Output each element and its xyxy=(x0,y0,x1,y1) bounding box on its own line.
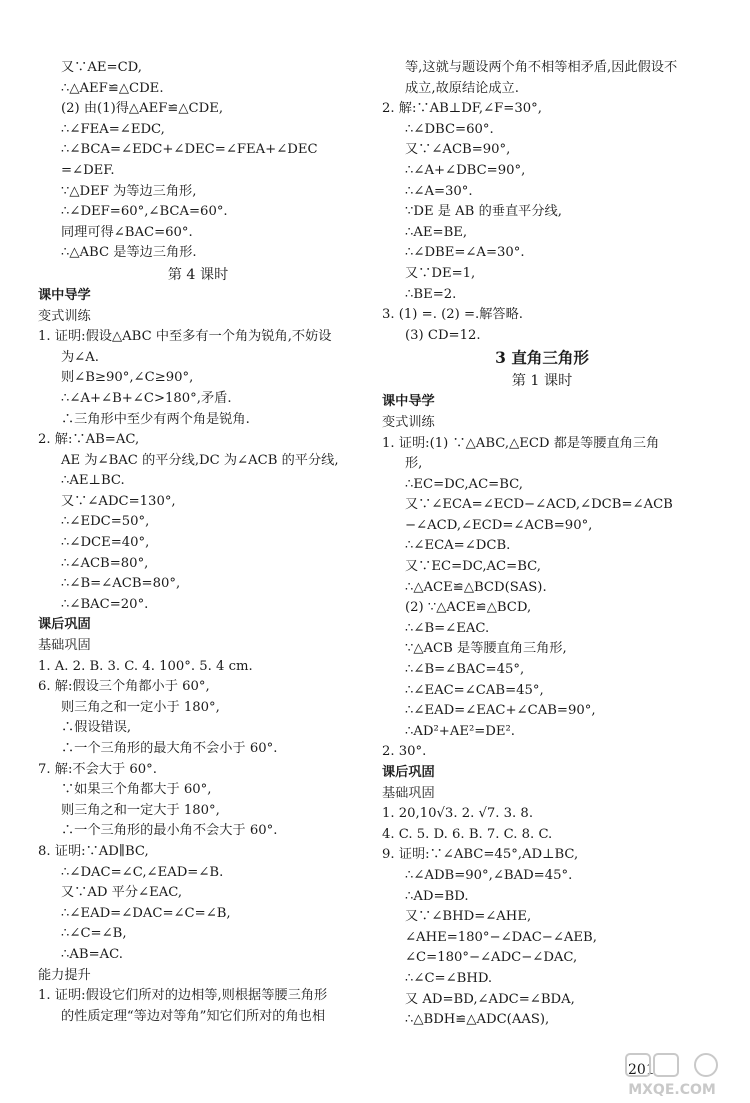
right-text-line: ∵△ACB 是等腰直角三角形, xyxy=(405,641,567,657)
left-text-line: ∴一个三角形的最大角不会小于 60°. xyxy=(61,741,278,756)
right-text-line: 第 1 课时 xyxy=(511,373,573,390)
left-text-line: 课后巩固 xyxy=(38,617,91,633)
right-text-line: ∴∠EAD=∠EAC+∠CAB=90°, xyxy=(405,703,596,719)
left-text-line: 2. 解:∵AB=AC, xyxy=(38,432,140,448)
left-text-line: 1. 证明:假设它们所对的边相等,则根据等腰三角形 xyxy=(38,988,328,1004)
right-text-line: ∴∠B=∠BAC=45°, xyxy=(405,662,525,678)
right-text-line: ∴BE=2. xyxy=(405,286,457,302)
right-text-line: ∴∠EAC=∠CAB=45°, xyxy=(405,682,544,698)
left-text-line: 同理可得∠BAC=60°. xyxy=(61,224,193,240)
right-text-line: 课后巩固 xyxy=(382,765,435,780)
left-text-line: 则三角之和一定大于 180°, xyxy=(61,802,220,818)
right-text-line: ∴AD=BD. xyxy=(405,888,469,904)
left-text-line: ∵△DEF 为等边三角形, xyxy=(61,183,197,199)
right-text-line: 又∵∠BHD=∠AHE, xyxy=(405,909,532,925)
left-text-line: 6. 解:假设三个角都小于 60°, xyxy=(38,679,210,695)
right-text-line: ∴AD²+AE²=DE². xyxy=(405,723,515,739)
right-text-line: ∴∠A=30°. xyxy=(405,183,473,199)
left-column xyxy=(38,58,358,1027)
right-text-line: 3. (1) =. (2) =.解答略. xyxy=(382,307,523,323)
right-text-line: (3) CD=12. xyxy=(405,327,481,343)
left-text-line: 1. A. 2. B. 3. C. 4. 100°. 5. 4 cm. xyxy=(38,658,253,674)
left-text-line: ∴△ABC 是等边三角形. xyxy=(61,245,197,261)
left-text-line: ∴∠BCA=∠EDC+∠DEC=∠FEA+∠DEC xyxy=(61,142,318,158)
right-text-line: ∴△BDH≌△ADC(AAS), xyxy=(405,1012,550,1028)
left-text-line: 又∵AE=CD, xyxy=(61,60,142,75)
right-text-line: 9. 证明:∵∠ABC=45°,AD⊥BC, xyxy=(382,847,579,863)
right-text-line: 1. 20,10√3. 2. √7. 3. 8. xyxy=(382,806,534,822)
left-text-line: ∴∠ACB=80°, xyxy=(61,555,149,571)
page-number: 201 xyxy=(628,1062,655,1078)
right-text-line: ∴∠A+∠DBC=90°, xyxy=(405,162,526,178)
right-text-line: 形, xyxy=(405,456,423,472)
left-text-line: ∴∠B=∠ACB=80°, xyxy=(61,576,181,592)
right-text-line: ∴AE=BE, xyxy=(405,224,468,240)
left-text-line: ∴一个三角形的最小角不会大于 60°. xyxy=(61,823,278,839)
right-text-line: 又∵∠ACB=90°, xyxy=(405,142,511,158)
right-text-line: ∵DE 是 AB 的垂直平分线, xyxy=(405,204,562,220)
left-text-line: ∴△AEF≌△CDE. xyxy=(61,80,164,96)
left-text-line: 8. 证明:∵AD∥BC, xyxy=(38,843,149,859)
left-text-line: 7. 解:不会大于 60°. xyxy=(38,761,157,777)
right-text-line: ∴∠ADB=90°,∠BAD=45°. xyxy=(405,867,573,883)
right-text-line: 课中导学 xyxy=(382,394,435,410)
left-text-line: 又∵AD 平分∠EAC, xyxy=(61,885,183,901)
left-text-line: 1. 证明:假设△ABC 中至多有一个角为锐角,不妨设 xyxy=(38,329,332,345)
left-text-line: ∵如果三个角都大于 60°, xyxy=(61,782,212,798)
left-text-line: ∴∠BAC=20°. xyxy=(61,596,149,612)
left-text-line: ∴AE⊥BC. xyxy=(61,473,125,489)
left-text-line: ∴假设错误, xyxy=(61,720,132,736)
watermark-logo xyxy=(602,1050,742,1100)
left-text-line: ∴AB=AC. xyxy=(61,946,123,962)
left-text-line: =∠DEF. xyxy=(61,162,115,178)
right-text-line: 变式训练 xyxy=(382,414,435,430)
right-text-line: 基础巩固 xyxy=(382,785,435,801)
svg-text:MXQE.COM: MXQE.COM xyxy=(628,1082,716,1098)
left-text-line: ∴∠DCE=40°, xyxy=(61,535,150,551)
right-text-line: ∴∠C=∠BHD. xyxy=(405,970,493,986)
left-text-line: ∴∠DEF=60°,∠BCA=60°. xyxy=(61,204,228,220)
left-text-line: 基础巩固 xyxy=(38,638,91,654)
right-text-line: 又∵EC=DC,AC=BC, xyxy=(405,559,541,575)
right-text-line: 又 AD=BD,∠ADC=∠BDA, xyxy=(405,991,575,1007)
left-text-line: AE 为∠BAC 的平分线,DC 为∠ACB 的平分线, xyxy=(61,452,339,468)
left-text-line: 课中导学 xyxy=(38,287,91,303)
left-text-line: 为∠A. xyxy=(61,349,99,365)
right-text-line: 2. 30°. xyxy=(382,744,427,760)
left-text-line: 能力提升 xyxy=(38,967,91,983)
left-text-line: 又∵∠ADC=130°, xyxy=(61,493,176,509)
left-text-line: ∴∠C=∠B, xyxy=(61,926,127,942)
right-text-line: −∠ACD,∠ECD=∠ACB=90°, xyxy=(405,517,593,533)
right-text-line: ∠C=180°−∠ADC−∠DAC, xyxy=(405,950,578,966)
right-text-line: ∠AHE=180°−∠DAC−∠AEB, xyxy=(405,929,597,945)
right-text-line: ∴∠ECA=∠DCB. xyxy=(405,538,511,554)
right-text-line: 1. 证明:(1) ∵△ABC,△ECD 都是等腰直角三角 xyxy=(382,435,660,451)
left-text-line: ∴∠EDC=50°, xyxy=(61,514,150,530)
right-text-line: 等,这就与题设两个角不相等相矛盾,因此假设不 xyxy=(405,60,678,75)
right-text-line: ∴∠B=∠EAC. xyxy=(405,620,490,636)
left-text-line: 则三角之和一定小于 180°, xyxy=(61,699,220,715)
right-text-line: 2. 解:∵AB⊥DF,∠F=30°, xyxy=(382,101,542,117)
left-text-line: ∴∠EAD=∠DAC=∠C=∠B, xyxy=(61,905,231,921)
left-text-line: 的性质定理“等边对等角”知它们所对的角也相 xyxy=(61,1008,326,1024)
left-text-line: ∴三角形中至少有两个角是锐角. xyxy=(61,411,250,427)
right-column xyxy=(382,58,702,1031)
right-text-line: 又∵∠ECA=∠ECD−∠ACD,∠DCB=∠ACB xyxy=(405,497,673,513)
left-text-line: ∴∠FEA=∠EDC, xyxy=(61,121,165,137)
right-text-line: ∴EC=DC,AC=BC, xyxy=(405,476,523,492)
right-text-line: ∴∠DBC=60°. xyxy=(405,121,494,137)
left-text-line: 变式训练 xyxy=(38,308,91,324)
right-text-line: 又∵DE=1, xyxy=(405,265,476,281)
left-text-line: (2) 由(1)得△AEF≌△CDE, xyxy=(61,101,224,117)
left-text-line: ∴∠DAC=∠C,∠EAD=∠B. xyxy=(61,864,224,880)
left-text-line: 第 4 课时 xyxy=(167,266,229,283)
left-text-line: 则∠B≥90°,∠C≥90°, xyxy=(61,370,194,386)
left-text-line: ∴∠A+∠B+∠C>180°,矛盾. xyxy=(61,390,232,406)
right-text-line: 成立,故原结论成立. xyxy=(405,80,519,96)
right-text-line: 4. C. 5. D. 6. B. 7. C. 8. C. xyxy=(382,826,553,842)
right-text-line: (2) ∵△ACE≌△BCD, xyxy=(405,600,532,616)
right-text-line: ∴∠DBE=∠A=30°. xyxy=(405,245,525,261)
right-text-line: 3 直角三角形 xyxy=(495,348,589,368)
right-text-line: ∴△ACE≌△BCD(SAS). xyxy=(405,579,547,595)
